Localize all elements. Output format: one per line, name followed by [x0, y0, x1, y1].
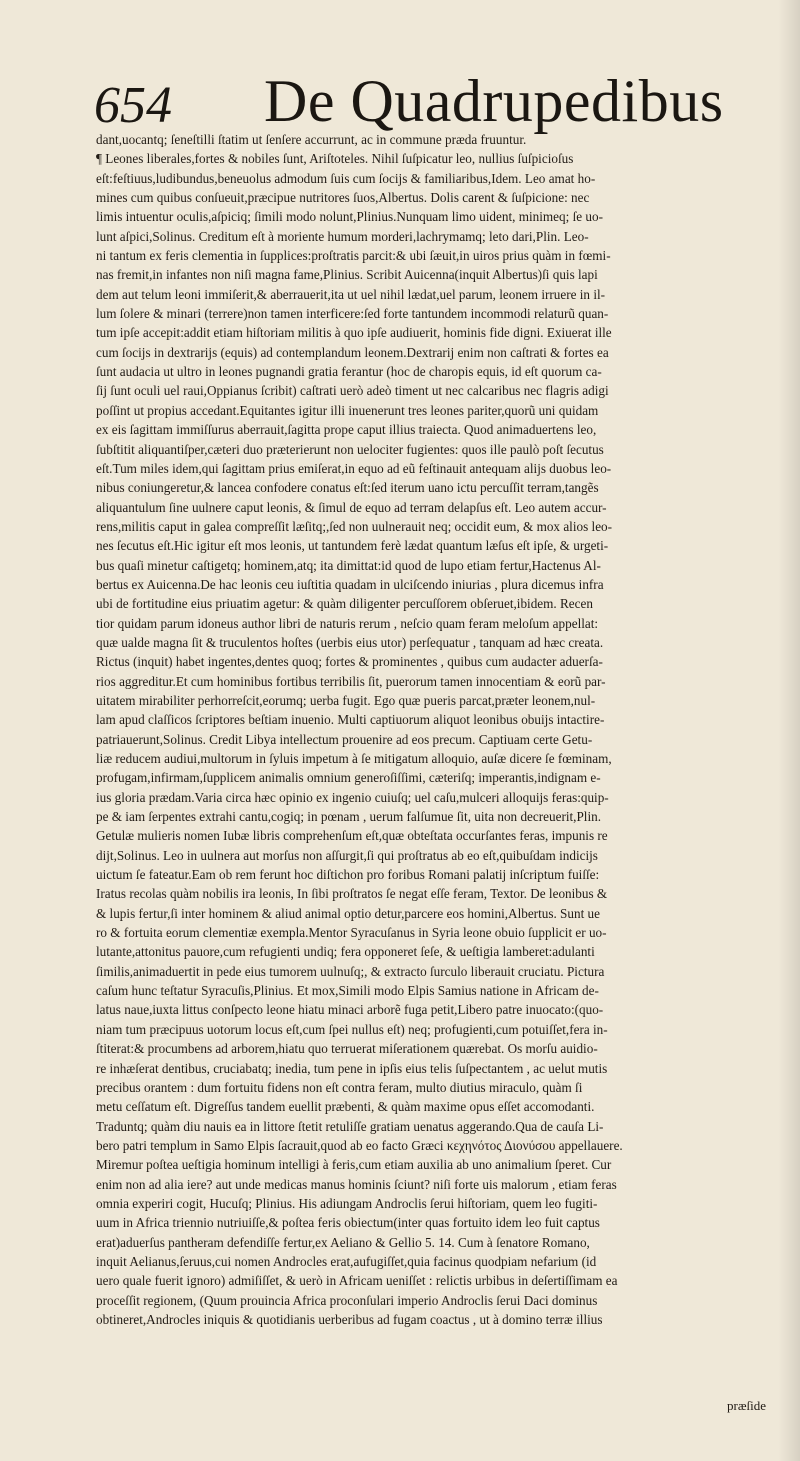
text-line: ſubſtitit aliquantiſper,cæteri duo præterierunt non uelociter fugientes: quos ille paulò poſt ſecutus — [96, 441, 604, 457]
text-line: ſij ſunt oculi uel raui,Oppianus ſcribit) caſtrati uerò adeò timent ut nec calcaribus nec flagris adigi — [96, 383, 609, 399]
text-line: proceſſit regionem, (Quum prouincia Africa proconſulari imperio Androclis ſerui Daci dominus — [96, 1292, 598, 1308]
text-line: lutante,attonitus pauore,cum refugienti undiq; fera opponeret ſeſe, & ueſtigia lamberet:adulanti — [96, 944, 595, 960]
text-line: Getulæ mulieris nomen Iubæ libris comprehenſum eſt,quæ obteſtata occurſantes feras, impunis re — [96, 828, 608, 844]
text-line: ius gloria prædam.Varia circa hæc opinio ex ingenio cuiuſq; uel caſu,mulceri alloquijs feras:quip- — [96, 789, 609, 805]
text-line: limis intuentur oculis,aſpiciq; ſimili modo nolunt,Plinius.Nunquam limo uident, minimeq; ſe uo- — [96, 209, 603, 225]
text-line: patriauerunt,Solinus. Credit Libya intellectum prouenire ad eos precum. Captiuam certe Getu- — [96, 731, 593, 747]
text-line: profugam,infirmam,ſupplicem animalis omnium generoſiſſimi, cæteriſq; imperantis,indignam e- — [96, 770, 601, 786]
text-line: cum ſocijs in dextrarijs (equis) ad contemplandum leonem.Dextrarij enim non caſtrati & fortes ea — [96, 344, 609, 360]
text-line: liæ reducem audiui,multorum in ſyluis impetum à ſe mitigatum alloquio, auſæ dicere ſe fœminam, — [96, 751, 612, 766]
text-line: quæ ualde magna ſit & truculentos hoſtes (uerbis eius utor) perſequatur , tanquam ad hæc creata. — [96, 634, 604, 650]
text-line: bertus ex Auicenna.De hac leonis ceu iuſtitia quadam in ulciſcendo iniurias , plura dicemus infra — [96, 576, 604, 592]
text-line: tior quidam parum idoneus author libri de naturis rerum , neſcio quam feram meloſum appellat: — [96, 615, 599, 631]
body-text — [96, 130, 772, 1329]
text-line: metu ceſſatum eſt. Digreſſus tandem euellit præbenti, & quàm maxime opus eſſet accomodanti. — [96, 1099, 595, 1115]
text-line: bero patri templum in Samo Elpis ſacrauit,quod ab eo facto Græci κεχηνότος Διονύσου appellauere. — [96, 1137, 623, 1153]
text-line: aliquantulum ſine uulnere caput leonis, & ſimul de equo ad terram delapſus eſt. Leo autem accur- — [96, 499, 607, 515]
text-line: lam apud claſſicos ſcriptores beſtiam inuenio. Multi captiuorum aliquot leonibus obuijs intactire- — [96, 712, 605, 728]
text-line: ¶ Leones liberales,fortes & nobiles ſunt, Ariſtoteles. Nihil ſuſpicatur leo, nullius ſuſpicioſus — [96, 151, 574, 167]
text-line: enim non ad alia iere? aut unde medicas manus hominis ſciunt? niſi forte uis malorum , etiam feras — [96, 1176, 617, 1192]
text-line: Miremur poſtea ueſtigia hominum intelligi à feris,cum etiam auxilia ab uno animalium ſperet. Cur — [96, 1157, 612, 1173]
text-line: pe & iam ſerpentes extrahi cantu,cogiq; in pœnam , uerum falſumue ſit, uita non decreuerit,Plin. — [96, 809, 602, 825]
text-line: Traduntq; quàm diu nauis ea in littore ſtetit retuliſſe gratiam uenatus aggerando.Qua de cauſa Li- — [96, 1118, 604, 1134]
text-line: ſimilis,animaduertit in pede eius tumorem uulnuſq;, & extracto ſurculo liberauit cruciatu. Pictura — [96, 963, 605, 979]
text-line: uitatem mirabiliter perhorreſcit,eorumq; uerba fugit. Ego quæ pueris parcat,præter leonem,nul- — [96, 692, 596, 708]
text-line: lunt aſpici,Solinus. Creditum eſt à moriente humum morderi,lachrymamq; leto dari,Plin. Leo- — [96, 228, 589, 244]
page-number: 654 — [94, 77, 172, 134]
text-line: uum in Africa triennio nutriuiſſe,& poſtea feris obiectum(inter quas fortuito idem leo fuit captus — [96, 1215, 600, 1231]
text-line: poſſint ut propius accedant.Equitantes igitur illi inuenerunt tres leones pariter,quorũ uni quidam — [96, 402, 599, 418]
text-line: bus quaſi minetur caſtigetq; hominem,atq; ita dimittat:id quod de lupo etiam fertur,Hactenus Al- — [96, 557, 601, 573]
text-line: Rictus (inquit) habet ingentes,dentes quoq; fortes & prominentes , quibus cum audacter aduerſa- — [96, 654, 603, 670]
text-line: rios aggreditur.Et cum hominibus fortibus terribilis ſit, puerorum tamen innocentiam & eorũ par- — [96, 673, 606, 689]
text-line: latus naue,iuxta littus conſpecto leone hiatu minaci arborẽ fuga petit,Libero patre inuocato:(quo- — [96, 1002, 604, 1018]
text-line: dijt,Solinus. Leo in uulnera aut morſus non aſſurgit,ſi qui proſtratus ab eo eſt,quibuſdam indicijs — [96, 847, 598, 863]
text-line: inquit Aelianus,ſeruus,cui nomen Androcles erat,aufugiſſet,quia facinus quodpiam nefarium (id — [96, 1253, 597, 1269]
text-line: & lupis fertur,ſi inter hominem & aliud animal optio detur,parcere eos homini,Albertus. Sunt ue — [96, 905, 600, 921]
text-line: caſum hunc teſtatur Syracuſis,Plinius. Et mox,Simili modo Elpis Samius natione in Africam de- — [96, 983, 599, 999]
text-line: niam tum præcipuus uotorum locus eſt,cum ſpei nullus eſt) neq; profugienti,cum potuiſſet,fera in- — [96, 1021, 608, 1037]
text-line: uictum ſe fateatur.Eam ob rem ferunt hoc diſtichon pro foribus Romani palatij inſcriptum fuiſſe: — [96, 867, 600, 883]
text-line: nibus coniungeretur,& lancea confodere conatus eſt:ſed iterum uano ictu percuſſit terram,tangẽs — [96, 480, 599, 496]
text-line: obtineret,Androcles iniquis & quotidianis uerberibus ad fugam coactus , ut à domino terræ illius — [96, 1311, 603, 1327]
text-line: eſt.Tum miles idem,qui ſagittam prius emiſerat,in equo ad eũ feſtinauit antequam alijs duobus leo- — [96, 460, 612, 476]
text-line: ex eis ſagittam immiſſurus aberrauit,ſagitta prope caput illius traiecta. Quod animaduertens leo, — [96, 422, 597, 438]
text-line: mines cum quibus conſueuit,præcipue nutritores ſuos,Albertus. Dolis carent & ſuſpicione: nec — [96, 190, 590, 206]
text-line: ro & fortuita eorum clementiæ exempla.Mentor Syracuſanus in Syria leone obuio ſupplicit er uo- — [96, 925, 607, 941]
text-line: ubi de fortitudine eius priuatim agetur: & quàm diligenter percuſſorem obſeruet,ibidem. Recen — [96, 596, 593, 612]
text-line: ni tantum ex feris clementia in ſupplices:proſtratis parcit:& ubi ſæuit,in uiros prius quàm in fœmi- — [96, 248, 611, 264]
text-line: erat)aduerſus pantheram defendiſſe fertur,ex Aeliano & Gellio 5. 14. Cum à ſenatore Romano, — [96, 1234, 590, 1250]
text-line: nas fremit,in infantes non niſi magna fame,Plinius. Scribit Auicenna(inquit Albertus)ſi quis lapi — [96, 267, 598, 283]
text-line: re inhæſerat dentibus, cruciabatq; inedia, tum pene in ipſis eius telis ſuſpectantem , ac uelut mutis — [96, 1060, 608, 1076]
text-line: ſunt audacia ut ultro in leones pugnandi gratia ferantur (hoc de charopis equis, id eſt quorum ca- — [96, 364, 602, 380]
text-line: tum ipſe accepit:addit etiam hiſtoriam militis à quo ipſe audiuerit, hominis fide digni. Exiuerat ille — [96, 325, 612, 341]
text-line: omnia experiri cogit, Hucuſq; Plinius. His adiungam Androclis ſerui hiſtoriam, quem leo fugiti- — [96, 1195, 598, 1211]
text-line: lum ſolere & minari (terrere)non tamen interficere:ſed forte tantundem incommodi relaturũ quan- — [96, 306, 609, 322]
catchword: præſide — [727, 1398, 766, 1413]
text-line: dant,uocantq; ſeneſtilli ſtatim ut ſenſere accurrunt, ac in commune præda fruuntur. — [96, 132, 527, 147]
text-line: dem aut telum leoni immiſerit,& aberrauerit,ita ut uel nihil lædat,uel parum, leonem irruere in il- — [96, 286, 606, 302]
text-line: eſt:feſtiuus,ludibundus,beneuolus admodum ſuis cum ſocijs & familiaribus,Idem. Leo amat ho- — [96, 170, 596, 186]
text-line: Iratus recolas quàm nobilis ira leonis, In ſibi proſtratos ſe negat eſſe feram, Textor. De leonibus & — [96, 886, 608, 902]
text-line: rens,militis caput in galea compreſſit læſitq;,ſed non uulnerauit neq; occidit eum, & mox alios leo- — [96, 518, 613, 534]
running-title: De Quadrupedibus — [264, 68, 724, 134]
text-line: nes ſecutus eſt.Hic igitur eſt mos leonis, ut tantundem ferè lædat quantum læſus eſt ipſe, & urgeti- — [96, 538, 609, 554]
text-line: precibus orantem : dum fortuitu fidens non eſt contra feram, multo diutius miraculo, quàm ſi — [96, 1079, 583, 1095]
text-line: uero quale fuerit ignoro) admiſiſſet, & uerò in Africam ueniſſet : relictis urbibus in deſertiſſimam ea — [96, 1273, 618, 1289]
text-line: ſtiterat:& procumbens ad arborem,hiatu quo terruerat miſerationem quærebat. Os morſu auidio- — [96, 1041, 598, 1057]
